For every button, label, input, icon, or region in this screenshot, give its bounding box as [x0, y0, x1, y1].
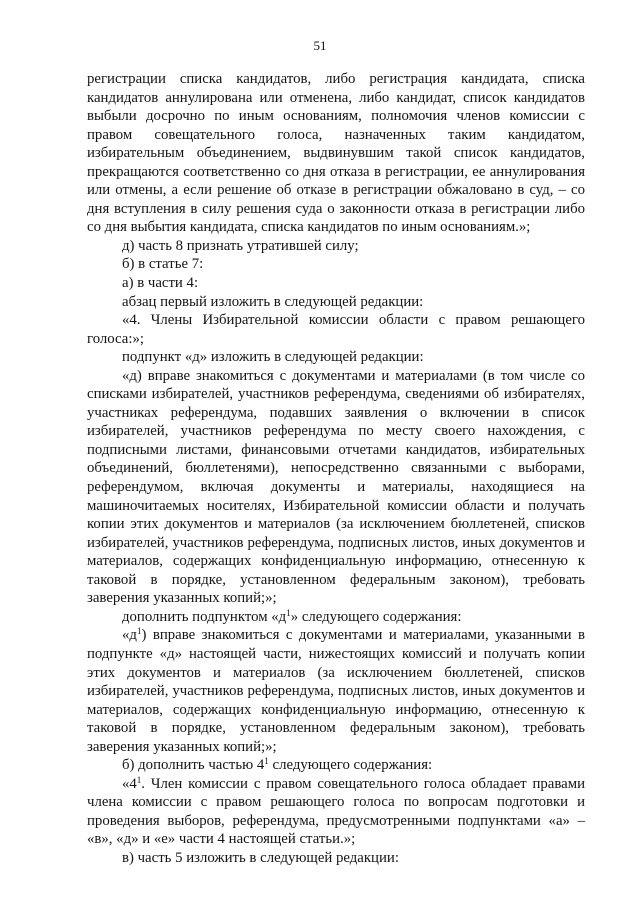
superscript: 1	[136, 626, 142, 637]
text-segment: . Член комиссии с правом совещательного голоса обладает правами члена комиссии с правом решающего голоса по вопросам подготовки и проведения выборов, референдума, предусмотренными подпунктами «а» – «в», «д» и «е» части 4 настоящей статьи.»;	[87, 775, 585, 848]
paragraph-add-subpoint-d1	[87, 608, 585, 627]
text-segment: «4	[122, 775, 137, 792]
paragraph-quote-part-4: «4. Члены Избирательной комиссии области с правом решающего голоса:»;	[87, 312, 585, 347]
paragraph-first-abzac: абзац первый изложить в следующей редакции:	[122, 293, 424, 310]
superscript: 1	[264, 756, 269, 767]
paragraph-item-b-article-7: б) в статье 7:	[122, 256, 204, 273]
text-segment: «д	[122, 627, 137, 644]
text-segment: следующего содержания:	[268, 757, 433, 774]
page-number: 51	[313, 38, 327, 53]
paragraph-subpoint-d-text: «д) вправе знакомиться с документами и материалами (в том числе со списками избирателей, участников референдума, сведениями об избирателях, участниках референдума, подавших заявления о включении в список избирателей, участников референдума по месту своего нахождения, с подписными листами, финансовыми отчетами кандидатов, избирательных объединений, бюллетенями), непосредственно связанными с выборами, референдумом, включая документы и материалы, находящиеся на машиночитаемых носителях, Избирательной комиссии области и получать копии этих документов и материалов (за исключением бюллетеней, списков избирателей, участников референдума, подписных листов, иных документов и материалов, содержащих конфиденциальную информацию, отнесенную к таковой в порядке, установленном федеральным законом), требовать заверения указанных копий;»;	[87, 367, 585, 607]
document-body	[87, 70, 585, 868]
paragraph-continuation: регистрации списка кандидатов, либо регистрация кандидата, списка кандидатов аннулирована или отменена, либо кандидат, список кандидатов выбыли досрочно по иным основаниям, полномочия членов комиссии с правом совещательного голоса, назначенных таким кандидатом, избирательным объединением, выдвинувшим такой список кандидатов, прекращаются соответственно со дня отказа в регистрации, ее аннулирования или отмены, а если решение об отказе в регистрации обжаловано в суд, – со дня вступления в силу решения суда о законности отказа в регистрации либо со дня выбытия кандидата, списка кандидатов по иным основаниям.»;	[87, 71, 585, 236]
paragraph-subpoint-d-intro: подпункт «д» изложить в следующей редакции:	[122, 349, 424, 366]
paragraph-item-v-part-5: в) часть 5 изложить в следующей редакции:	[122, 849, 399, 866]
superscript: 1	[136, 774, 142, 785]
paragraph-part-4-1-text	[87, 775, 585, 849]
paragraph-subpoint-d1-text	[87, 626, 585, 756]
superscript: 1	[286, 607, 291, 618]
text-segment: ) вправе знакомиться с документами и материалами, указанными в подпункте «д» настоящей части, нижестоящих комиссий и получать копии этих документов и материалов (за исключением бюллетеней, списков избирателей, участников референдума, подписных листов, иных документов и материалов, содержащих конфиденциальную информацию, отнесенную к таковой в порядке, установленном федеральным законом), требовать заверения указанных копий;»;	[87, 627, 585, 755]
text-segment: дополнить подпунктом «д	[122, 608, 287, 625]
paragraph-item-a-part-4: а) в части 4:	[122, 275, 199, 292]
paragraph-add-part-4-1	[87, 756, 585, 775]
text-segment: б) дополнить частью 4	[122, 757, 265, 774]
text-segment: » следующего содержания:	[290, 608, 462, 625]
paragraph-item-d-part-8: д) часть 8 признать утратившей силу;	[122, 237, 359, 254]
